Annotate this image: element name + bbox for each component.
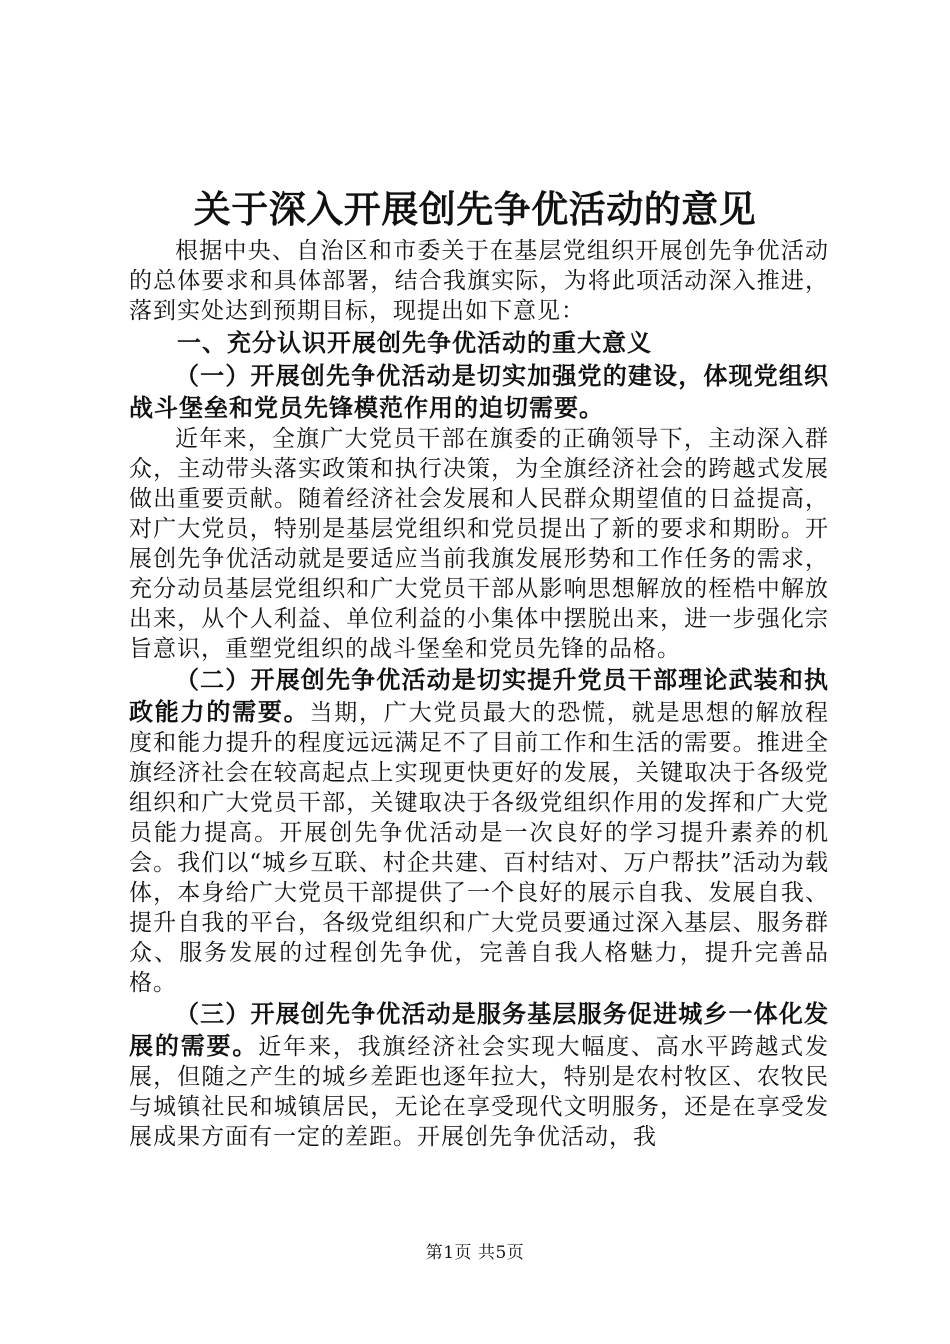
subsection-3-body: 近年来，我旗经济社会实现大幅度、高水平跨越式发展，但随之产生的城乡差距也逐年拉大，特别是农村牧区、农牧民与城镇社民和城镇居民，无论在享受现代文明服务，还是在享受发展成果方面有一定的差距。开展创先争优活动，我 <box>129 1034 830 1150</box>
subsection-2-body: 当期，广大党员最大的恐慌，就是思想的解放程度和能力提升的程度远远满足不了目前工作和生活的需要。推进全旗经济社会在较高起点上实现更快更好的发展，关键取决于各级党组织和广大党员干部，关键取决于各级党组织作用的发挥和广大党员能力提高。开展创先争优活动是一次良好的学习提升素养的机会。我们以“城乡互联、村企共建、百村结对、万户帮扶”活动为载体，本身给广大党员干部提供了一个良好的展示自我、发展自我、提升自我的平台，各级党组织和广大党员要通过深入基层、服务群众、服务发展的过程创先争优，完善自我人格魅力，提升完善品格。 <box>129 700 830 996</box>
subsection-2-heading: （二）开展创先争优活动是切实提升党员干部理论武装和执政能力的需要。 <box>129 666 829 726</box>
subsection-2-paragraph <box>129 664 829 998</box>
subsection-1-heading: （一）开展创先争优活动是切实加强党的建设，体现党组织战斗堡垒和党员先锋模范作用的迫切需要。 <box>129 362 829 422</box>
document-title: 关于深入开展创先争优活动的意见 <box>193 188 757 231</box>
subsection-3-paragraph <box>129 998 829 1152</box>
subsection-1-body: 近年来，全旗广大党员干部在旗委的正确领导下，主动深入群众，主动带头落实政策和执行决策，为全旗经济社会的跨越式发展做出重要贡献。随着经济社会发展和人民群众期望值的日益提高，对广大党员，特别是基层党组织和党员提出了新的要求和期盼。开展创先争优活动就是要适应当前我旗发展形势和工作任务的需求，充分动员基层党组织和广大党员干部从影响思想解放的桎梏中解放出来，从个人利益、单位利益的小集体中摆脱出来，进一步强化宗旨意识，重塑党组织的战斗堡垒和党员先锋的品格。 <box>129 426 829 662</box>
section-heading-1: 一、充分认识开展创先争优活动的重大意义 <box>177 329 652 357</box>
intro-paragraph: 根据中央、自治区和市委关于在基层党组织开展创先争优活动的总体要求和具体部署，结合我旗实际，为将此项活动深入推进，落到实处达到预期目标，现提出如下意见： <box>129 238 829 324</box>
document-body <box>129 236 829 1152</box>
subsection-3-heading: （三）开展创先争优活动是服务基层服务促进城乡一体化发展的需要。 <box>129 1000 829 1060</box>
subsection-1-paragraph <box>129 360 829 424</box>
page-number-footer: 第1页 共5页 <box>425 1243 525 1263</box>
